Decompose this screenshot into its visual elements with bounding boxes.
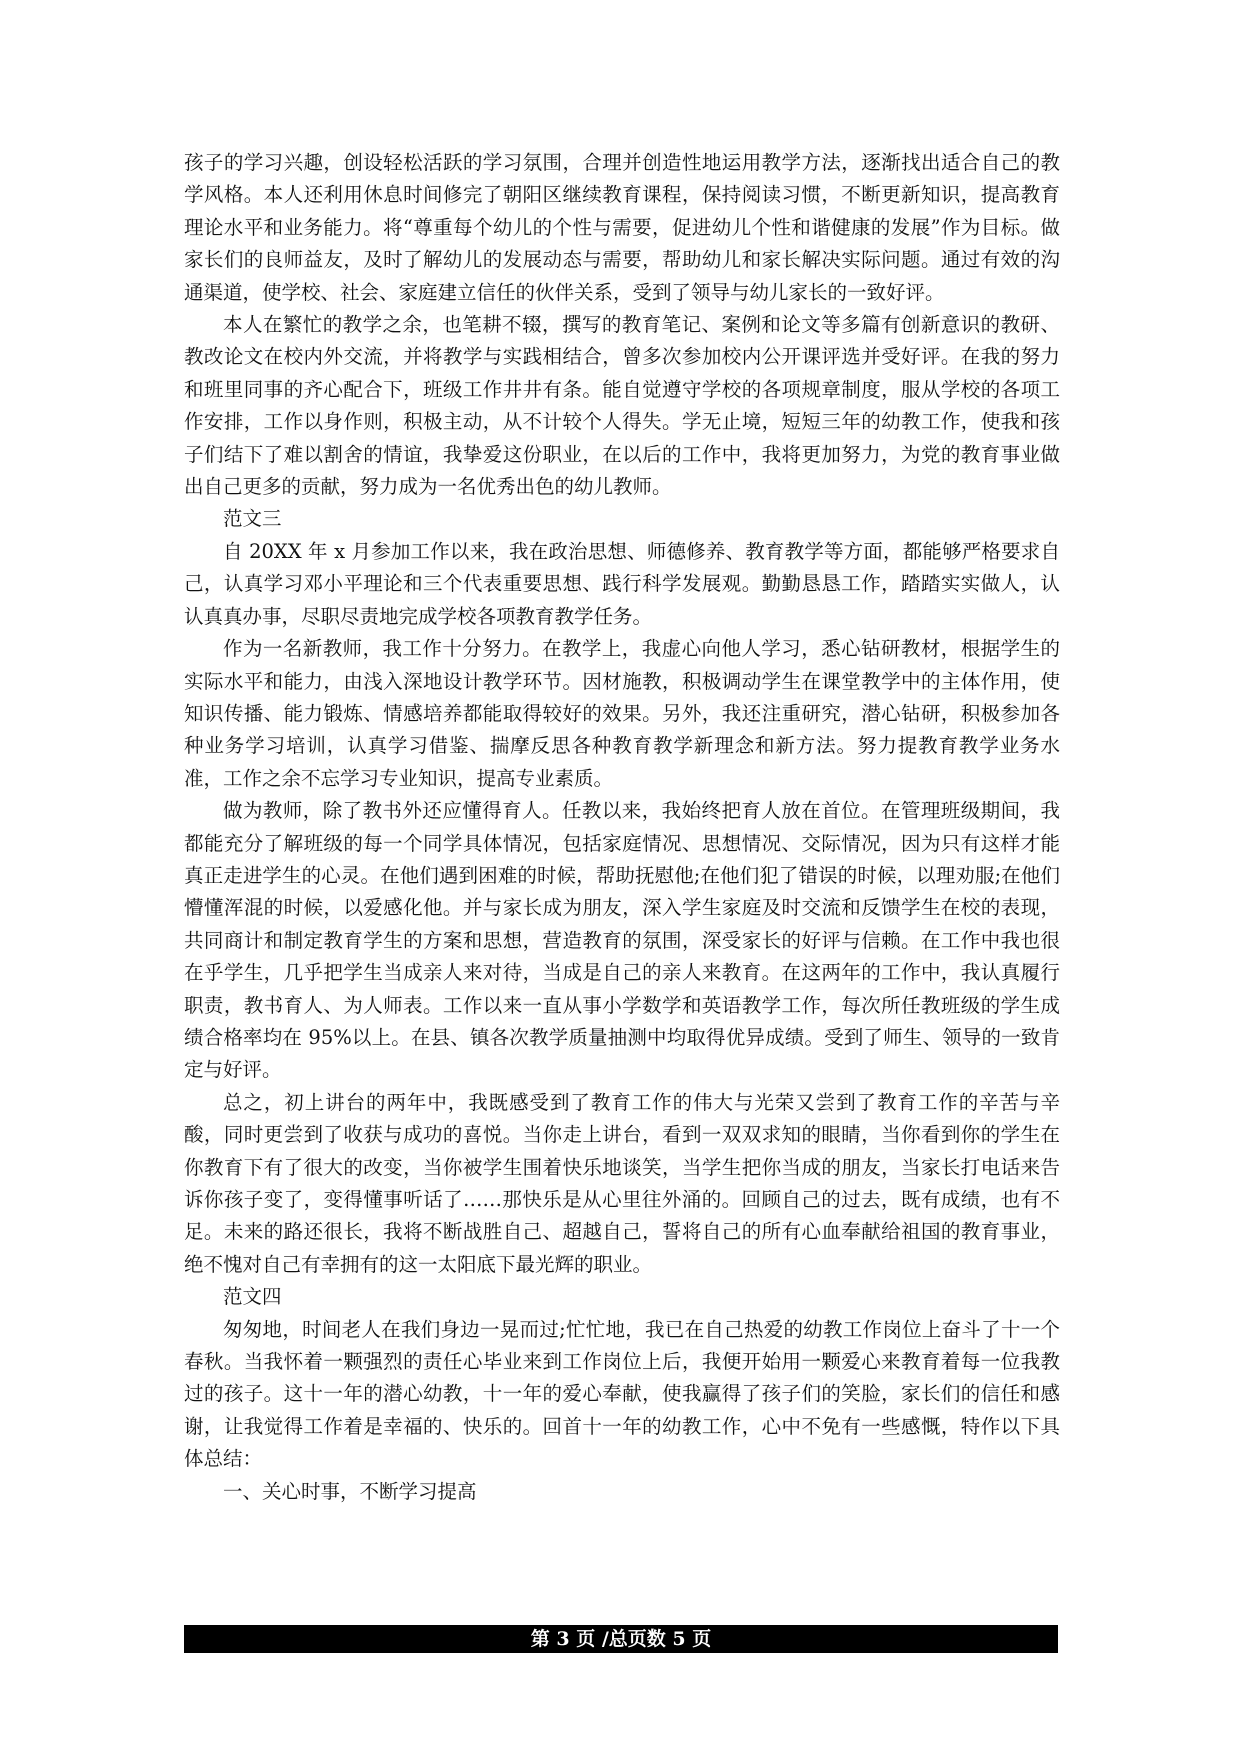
paragraph-6: 总之，初上讲台的两年中，我既感受到了教育工作的伟大与光荣又尝到了教育工作的辛苦与辛酸，同时更尝到了收获与成功的喜悦。当你走上讲台，看到一双双求知的眼睛，当你看到你的学生在你教育下有了很大的改变，当你被学生围着快乐地谈笑，当学生把你当成的朋友，当家长打电话来告诉你孩子变了，变得懂事听话了……那快乐是从心里往外涌的。回顾自己的过去，既有成绩，也有不足。未来的路还很长，我将不断战胜自己、超越自己，誓将自己的所有心血奉献给祖国的教育事业，绝不愧对自己有幸拥有的这一太阳底下最光辉的职业。 bbox=[184, 1090, 1060, 1276]
paragraph-7: 匆匆地，时间老人在我们身边一晃而过;忙忙地，我已在自己热爱的幼教工作岗位上奋斗了十一个春秋。当我怀着一颗强烈的责任心毕业来到工作岗位上后，我便开始用一颗爱心来教育着每一位我教过的孩子。这十一年的潜心幼教，十一年的爱心奉献，使我赢得了孩子们的笑脸，家长们的信任和感谢，让我觉得工作着是幸福的、快乐的。回首十一年的幼教工作，心中不免有一些感慨，特作以下具体总结： bbox=[184, 1317, 1060, 1471]
paragraph-5: 做为教师，除了教书外还应懂得育人。任教以来，我始终把育人放在首位。在管理班级期间，我都能充分了解班级的每一个同学具体情况，包括家庭情况、思想情况、交际情况，因为只有这样才能真正走进学生的心灵。在他们遇到困难的时候，帮助抚慰他;在他们犯了错误的时候，以理劝服;在他们懵懂浑混的时候，以爱感化他。并与家长成为朋友，深入学生家庭及时交流和反馈学生在校的表现，共同商计和制定教育学生的方案和思想，营造教育的氛围，深受家长的好评与信赖。在工作中我也很在乎学生，几乎把学生当成亲人来对待，当成是自己的亲人来教育。在这两年的工作中，我认真履行职责，教书育人、为人师表。工作以来一直从事小学数学和英语教学工作，每次所任教班级的学生成绩合格率均在 95%以上。在县、镇各次教学质量抽测中均取得优异成绩。受到了师生、领导的一致肯定与好评。 bbox=[184, 799, 1060, 1082]
page-number: 第 3 页 /总页数 5 页 bbox=[530, 1628, 712, 1650]
section-heading-fanwen-si: 范文四 bbox=[223, 1285, 282, 1309]
paragraph-4: 作为一名新教师，我工作十分努力。在教学上，我虚心向他人学习，悉心钻研教材，根据学生的实际水平和能力，由浅入深地设计教学环节。因材施教，积极调动学生在课堂教学中的主体作用，使知识传播、能力锻炼、情感培养都能取得较好的效果。另外，我还注重研究，潜心钻研，积极参加各种业务学习培训，认真学习借鉴、揣摩反思各种教育教学新理念和新方法。努力提教育教学业务水准，工作之余不忘学习专业知识，提高专业素质。 bbox=[184, 637, 1060, 790]
document-body bbox=[184, 147, 1060, 1508]
paragraph-2: 本人在繁忙的教学之余，也笔耕不辍，撰写的教育笔记、案例和论文等多篇有创新意识的教研、教改论文在校内外交流，并将教学与实践相结合，曾多次参加校内公开课评选并受好评。在我的努力和班里同事的齐心配合下，班级工作井井有条。能自觉遵守学校的各项规章制度，服从学校的各项工作安排，工作以身作则，积极主动，从不计较个人得失。学无止境，短短三年的幼教工作，使我和孩子们结下了难以割舍的情谊，我挚爱这份职业，在以后的工作中，我将更加努力，为党的教育事业做出自己更多的贡献，努力成为一名优秀出色的幼儿教师。 bbox=[184, 313, 1060, 499]
paragraph-1: 孩子的学习兴趣，创设轻松活跃的学习氛围，合理并创造性地运用教学方法，逐渐找出适合自己的教学风格。本人还利用休息时间修完了朝阳区继续教育课程，保持阅读习惯，不断更新知识，提高教育理论水平和业务能力。将“尊重每个幼儿的个性与需要，促进幼儿个性和谐健康的发展”作为目标。做家长们的良师益友，及时了解幼儿的发展动态与需要，帮助幼儿和家长解决实际问题。通过有效的沟通渠道，使学校、社会、家庭建立信任的伙伴关系，受到了领导与幼儿家长的一致好评。 bbox=[184, 151, 1060, 304]
paragraph-3: 自 20XX 年 x 月参加工作以来，我在政治思想、师德修养、教育教学等方面，都能够严格要求自己，认真学习邓小平理论和三个代表重要思想、践行科学发展观。勤勤恳恳工作，踏踏实实做人，认认真真办事，尽职尽责地完成学校各项教育教学任务。 bbox=[184, 539, 1060, 628]
subheading-1: 一、关心时事，不断学习提高 bbox=[223, 1479, 477, 1503]
section-heading-fanwen-san: 范文三 bbox=[223, 507, 282, 531]
page-footer bbox=[184, 1625, 1058, 1653]
